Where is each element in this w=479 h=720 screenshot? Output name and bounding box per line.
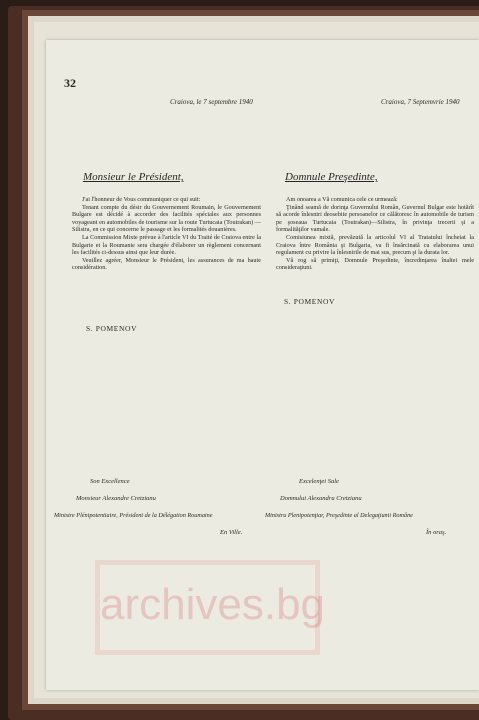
paragraph: Vă rog să primiţi, Domnule Preşedinte, încredinţarea înaltei mele consideraţiuni.: [276, 256, 474, 272]
signature-french: S. POMENOV: [86, 324, 138, 333]
addressee-line: Monsieur Alexandre Cretzianu: [76, 495, 156, 502]
page-number: 32: [64, 76, 76, 90]
letter-body-romanian: [276, 196, 474, 272]
paragraph: Tenant compte du désir du Gouvernement Roumain, le Gouvernement Bulgare est décidé à accorder des facilités spéciales aux personnes voyageant en automobiles de tourisme sur la route Turtucaia (Toutrakan) — Silistra, en ce qui concerne le passage et les formalités douanières.: [72, 203, 261, 234]
addressee-line: Ministre Plénipotentiaire, Président de la Délégation Roumaine: [54, 512, 213, 519]
salutation-romanian: Domnule Preşedinte,: [285, 171, 378, 183]
addressee-line: En Ville.: [220, 529, 243, 536]
paragraph: Ţinând seamă de dorinţa Guvernului Român, Guvernul Bulgar este hotărît să acorde înlesniri deosebite persoanelor ce călătoresc în automobile de turism pe şoseaua Turtucaia (Toutrakan)—Silistra, în privinţa trecerii şi a formalităţilor vamale.: [276, 203, 474, 234]
salutation-french: Monsieur le Président,: [83, 171, 184, 183]
addressee-line: Domnului Alexandru Cretzianu: [280, 495, 362, 502]
watermark-logo: archives.bg: [95, 560, 320, 655]
paragraph: J'ai l'honneur de Vous communiquer ce qui suit:: [82, 196, 201, 203]
addressee-line: Son Excellence: [90, 478, 130, 485]
addressee-line: Ministru Plenipotenţiar, Preşedinte al Delegaţiunii Române: [265, 512, 413, 519]
addressee-line: În oraş.: [426, 529, 447, 536]
signature-romanian: S. POMENOV: [284, 297, 336, 306]
paragraph: Veuillez agréer, Monsieur le Président, les assurances de ma haute considération.: [72, 256, 261, 272]
date-romanian: Craiova, 7 Septemvrie 1940: [381, 98, 460, 106]
paragraph: La Commission Mixte prévue à l'article VI du Traité de Craiova entre la Bulgarie et la Roumanie sera chargée d'élaborer un règlement concernant les facilités ci-dessus ainsi que leur durée.: [72, 233, 261, 257]
date-french: Craiova, le 7 septembre 1940: [170, 98, 253, 106]
letter-body-french: [72, 196, 261, 272]
paragraph: Am onoarea a Vă comunica cele ce urmează:: [286, 196, 398, 203]
addressee-line: Excelenţei Sale: [299, 478, 339, 485]
paragraph: Comisiunea mixtă, prevăzută la articolul VI al Tratatului încheiat la Craiova între România şi Bulgaria, va fi însărcinată cu elaborarea unui regulament cu privire la înlesnirile de mai sus, precum şi la durata lor.: [276, 233, 474, 257]
